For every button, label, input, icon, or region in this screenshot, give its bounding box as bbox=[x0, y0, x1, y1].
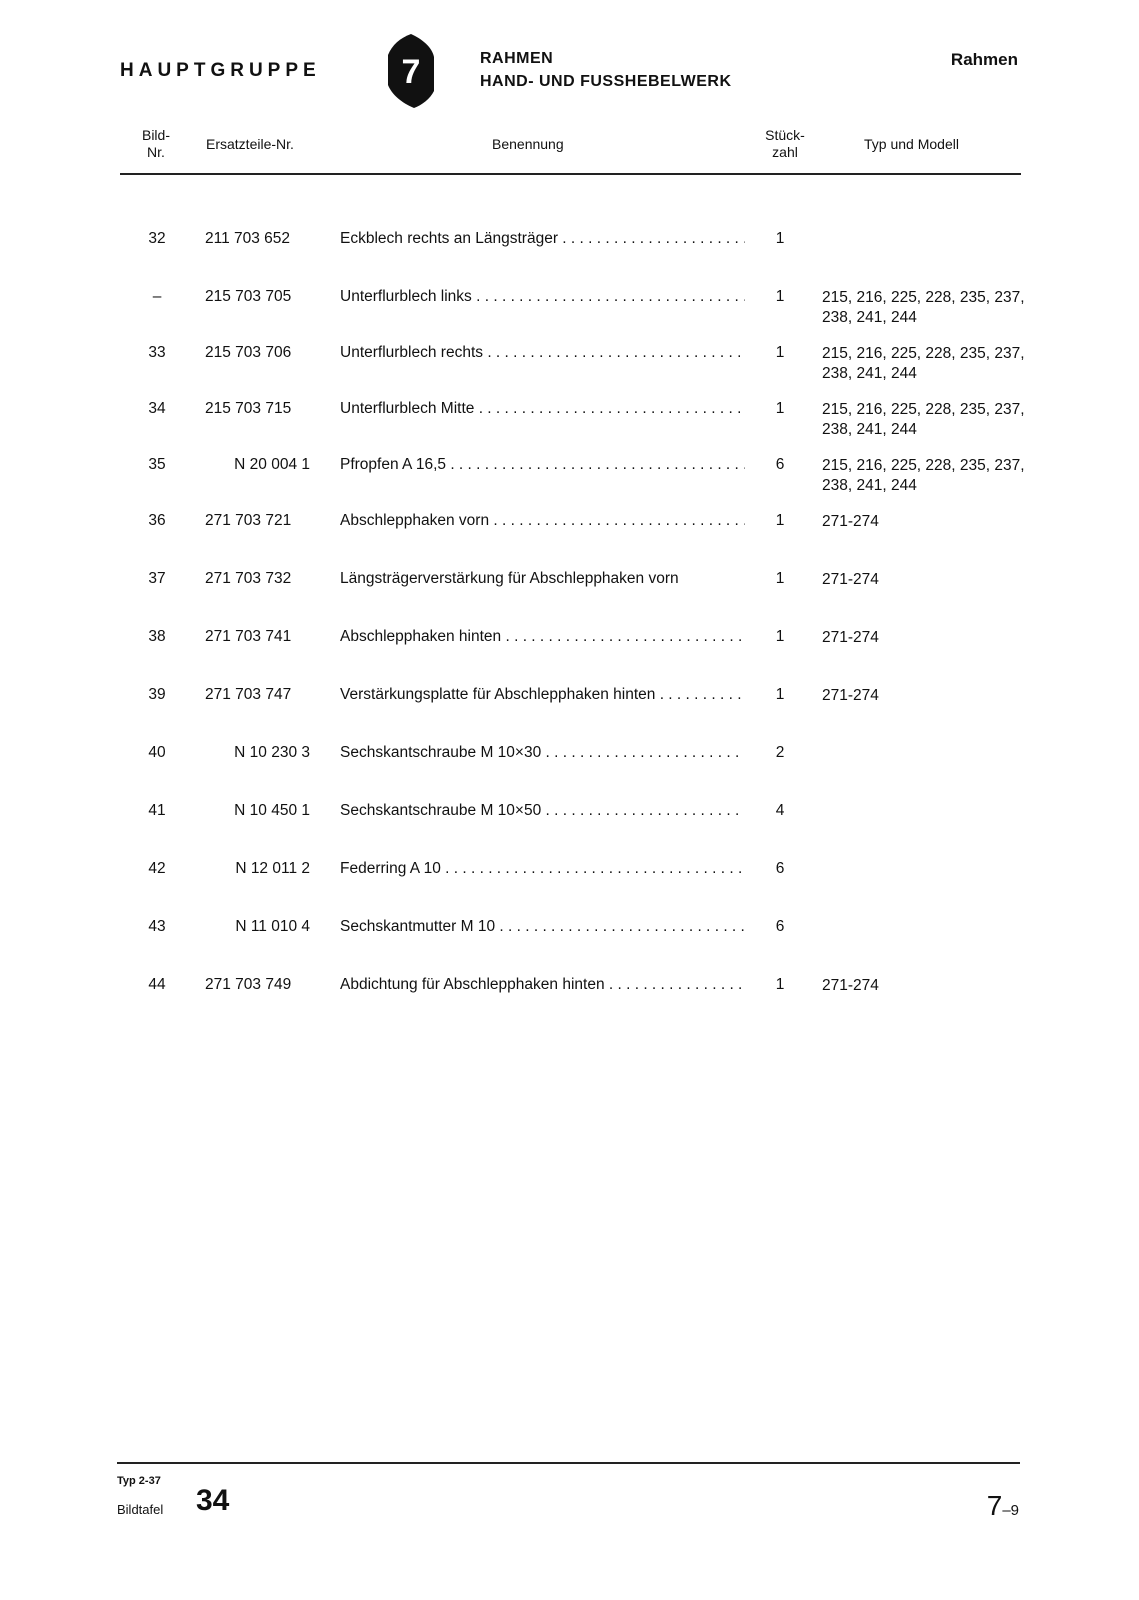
title-right: Rahmen bbox=[950, 50, 1018, 69]
part-number: 271 703 749 bbox=[205, 976, 292, 993]
table-row bbox=[0, 230, 1139, 274]
part-number: N 12 011 2 bbox=[235, 860, 310, 877]
part-name: Unterflurblech Mitte . . . bbox=[340, 400, 745, 418]
column-header-bild-nr bbox=[136, 127, 176, 161]
footer-rule bbox=[117, 1462, 1020, 1464]
table-row bbox=[0, 976, 1139, 1020]
part-name: Abschlepphaken vorn . . . bbox=[340, 512, 745, 530]
column-header-bild-nr-line2: Nr. bbox=[147, 144, 165, 160]
bild-nr: 40 bbox=[148, 744, 166, 761]
part-name: Sechskantmutter M 10 . . . bbox=[340, 918, 745, 936]
bild-nr: 37 bbox=[148, 570, 166, 587]
title-line-2: HAND- UND FUSSHEBELWERK bbox=[480, 73, 732, 90]
type-model: 271-274 bbox=[822, 977, 879, 994]
quantity: 1 bbox=[775, 288, 785, 305]
type-model: 215, 216, 225, 228, 235, 237, 238, 241, 244 bbox=[822, 401, 1025, 438]
part-number: 215 703 706 bbox=[205, 344, 292, 361]
quantity: 1 bbox=[775, 686, 785, 703]
part-name: Abdichtung für Abschlepphaken hinten . . . bbox=[340, 976, 745, 994]
footer-bildtafel-number: 34 bbox=[196, 1484, 230, 1517]
footer-typ: Typ 2-37 bbox=[117, 1475, 161, 1487]
quantity: 4 bbox=[775, 802, 785, 819]
part-name: Längsträgerverstärkung für Abschlepphaken vorn bbox=[340, 570, 679, 587]
column-header-ersatzteile: Ersatzteile-Nr. bbox=[206, 136, 294, 152]
part-number: 271 703 741 bbox=[205, 628, 292, 645]
quantity: 1 bbox=[775, 344, 785, 361]
part-number: N 10 450 1 bbox=[234, 802, 310, 819]
table-row bbox=[0, 512, 1139, 556]
column-header-stueckzahl bbox=[760, 127, 810, 161]
bild-nr: 42 bbox=[148, 860, 166, 877]
type-model: 215, 216, 225, 228, 235, 237, 238, 241, 244 bbox=[822, 457, 1025, 494]
part-number: 271 703 747 bbox=[205, 686, 292, 703]
part-name: Verstärkungsplatte für Abschlepphaken hinten . . . bbox=[340, 686, 745, 704]
hauptgruppe-label: HAUPTGRUPPE bbox=[120, 60, 321, 81]
quantity: 1 bbox=[775, 628, 785, 645]
part-number: N 11 010 4 bbox=[235, 918, 310, 935]
header-rule bbox=[120, 173, 1021, 175]
column-header-stueckzahl-line2: zahl bbox=[772, 144, 798, 160]
table-row bbox=[0, 918, 1139, 962]
quantity: 1 bbox=[775, 512, 785, 529]
part-number: 211 703 652 bbox=[205, 230, 291, 247]
type-model: 215, 216, 225, 228, 235, 237, 238, 241, 244 bbox=[822, 289, 1025, 326]
bild-nr: 33 bbox=[148, 344, 166, 361]
quantity: 1 bbox=[775, 230, 785, 247]
type-model: 271-274 bbox=[822, 513, 879, 530]
table-row bbox=[0, 744, 1139, 788]
part-number: N 20 004 1 bbox=[234, 456, 310, 473]
part-name: Abschlepphaken hinten . . . bbox=[340, 628, 745, 646]
type-model: 215, 216, 225, 228, 235, 237, 238, 241, 244 bbox=[822, 345, 1025, 382]
table-row bbox=[0, 344, 1139, 388]
part-name: Pfropfen A 16,5 . . . bbox=[340, 456, 745, 474]
table-row bbox=[0, 288, 1139, 332]
table-row bbox=[0, 570, 1139, 614]
bild-nr: 44 bbox=[148, 976, 166, 993]
bild-nr: – bbox=[152, 288, 162, 305]
quantity: 1 bbox=[775, 400, 785, 417]
quantity: 6 bbox=[775, 456, 785, 473]
part-number: N 10 230 3 bbox=[234, 744, 310, 761]
part-name: Unterflurblech links . . . bbox=[340, 288, 745, 306]
quantity: 6 bbox=[775, 918, 785, 935]
title-line-1: RAHMEN bbox=[480, 50, 554, 67]
part-number: 215 703 705 bbox=[205, 288, 292, 305]
type-model: 271-274 bbox=[822, 629, 879, 646]
bild-nr: 35 bbox=[148, 456, 166, 473]
part-name: Sechskantschraube M 10×30 . . . bbox=[340, 744, 745, 762]
part-name: Sechskantschraube M 10×50 . . . bbox=[340, 802, 745, 820]
page-number-sub: –9 bbox=[1002, 1502, 1019, 1519]
table-row bbox=[0, 860, 1139, 904]
bild-nr: 41 bbox=[148, 802, 166, 819]
column-header-benennung: Benennung bbox=[492, 136, 564, 152]
footer-bildtafel-label: Bildtafel bbox=[117, 1502, 164, 1517]
table-row bbox=[0, 400, 1139, 444]
group-number-badge bbox=[386, 33, 436, 109]
type-model: 271-274 bbox=[822, 687, 879, 704]
part-name: Unterflurblech rechts . . . bbox=[340, 344, 745, 362]
badge-number: 7 bbox=[401, 53, 421, 91]
quantity: 1 bbox=[775, 570, 785, 587]
bild-nr: 38 bbox=[148, 628, 166, 645]
table-row bbox=[0, 628, 1139, 672]
part-name: Federring A 10 . . . bbox=[340, 860, 745, 878]
column-header-stueckzahl-line1: Stück- bbox=[765, 127, 805, 143]
bild-nr: 36 bbox=[148, 512, 166, 529]
bild-nr: 39 bbox=[148, 686, 166, 703]
part-number: 215 703 715 bbox=[205, 400, 292, 417]
table-row bbox=[0, 456, 1139, 500]
bild-nr: 43 bbox=[148, 918, 166, 935]
bild-nr: 32 bbox=[148, 230, 166, 247]
part-name: Eckblech rechts an Längsträger . . . bbox=[340, 230, 745, 248]
page-number bbox=[987, 1490, 1019, 1522]
table-row bbox=[0, 802, 1139, 846]
column-header-bild-nr-line1: Bild- bbox=[141, 127, 170, 143]
part-number: 271 703 732 bbox=[205, 570, 292, 587]
quantity: 2 bbox=[775, 744, 785, 761]
quantity: 6 bbox=[775, 860, 785, 877]
column-header-typ: Typ und Modell bbox=[864, 136, 959, 152]
table-row bbox=[0, 686, 1139, 730]
page-number-main: 7 bbox=[986, 1490, 1003, 1521]
bild-nr: 34 bbox=[148, 400, 166, 417]
quantity: 1 bbox=[775, 976, 785, 993]
type-model: 271-274 bbox=[822, 571, 879, 588]
part-number: 271 703 721 bbox=[205, 512, 292, 529]
